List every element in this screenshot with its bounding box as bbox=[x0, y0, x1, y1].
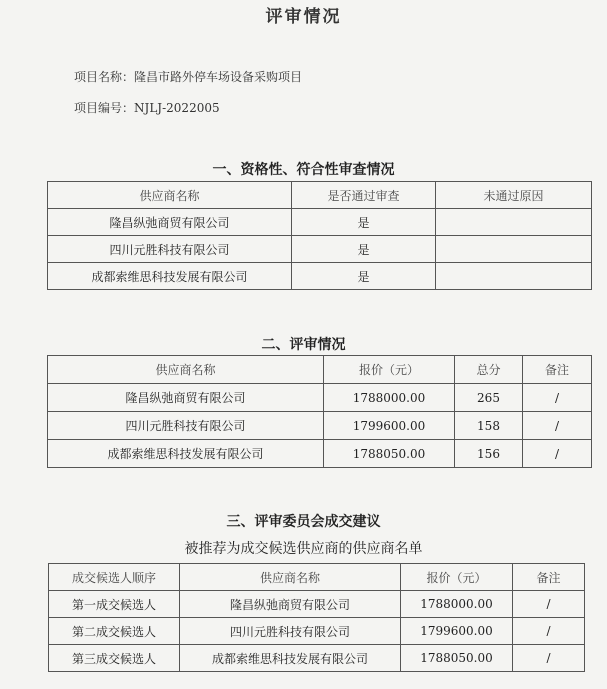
passed-cell: 是 bbox=[292, 263, 436, 290]
remark-cell: / bbox=[523, 412, 592, 440]
table-row bbox=[49, 591, 585, 618]
table-row bbox=[48, 209, 592, 236]
price-cell: 1799600.00 bbox=[401, 618, 513, 645]
remark-cell: / bbox=[513, 591, 585, 618]
supplier-name-cell: 四川元胜科技有限公司 bbox=[48, 412, 324, 440]
remark-cell: / bbox=[523, 384, 592, 412]
supplier-name-cell: 隆昌纵弛商贸有限公司 bbox=[180, 591, 401, 618]
project-code-line bbox=[74, 99, 220, 116]
supplier-name-cell: 四川元胜科技有限公司 bbox=[180, 618, 401, 645]
reason-cell bbox=[436, 209, 592, 236]
table-header-cell: 供应商名称 bbox=[48, 182, 292, 209]
score-cell: 156 bbox=[455, 440, 523, 468]
table-row bbox=[48, 384, 592, 412]
table-header-cell: 总分 bbox=[455, 356, 523, 384]
table-row bbox=[49, 618, 585, 645]
table-header-row bbox=[48, 356, 592, 384]
remark-cell: / bbox=[523, 440, 592, 468]
table-row bbox=[49, 645, 585, 672]
section2-title: 二、评审情况 bbox=[261, 337, 346, 353]
evaluation-table bbox=[47, 355, 592, 468]
table-row bbox=[48, 236, 592, 263]
reason-cell bbox=[436, 263, 592, 290]
score-cell: 265 bbox=[455, 384, 523, 412]
candidate-rank-cell: 第三成交候选人 bbox=[49, 645, 180, 672]
passed-cell: 是 bbox=[292, 236, 436, 263]
table-row bbox=[48, 412, 592, 440]
price-cell: 1788050.00 bbox=[324, 440, 455, 468]
supplier-name-cell: 成都索维思科技发展有限公司 bbox=[48, 263, 292, 290]
supplier-name-cell: 隆昌纵弛商贸有限公司 bbox=[48, 209, 292, 236]
project-name-label: 项目名称： bbox=[74, 70, 135, 84]
table-row bbox=[48, 263, 592, 290]
table-header-cell: 报价（元） bbox=[324, 356, 455, 384]
supplier-name-cell: 成都索维思科技发展有限公司 bbox=[48, 440, 324, 468]
project-code-label: 项目编号： bbox=[74, 101, 135, 115]
qualification-review-table bbox=[47, 181, 592, 290]
table-row bbox=[48, 440, 592, 468]
section1-title: 一、资格性、符合性审查情况 bbox=[212, 162, 395, 178]
project-name: 隆昌市路外停车场设备采购项目 bbox=[134, 70, 303, 84]
page-title: 评审情况 bbox=[265, 7, 342, 27]
reason-cell bbox=[436, 236, 592, 263]
supplier-name-cell: 成都索维思科技发展有限公司 bbox=[180, 645, 401, 672]
project-name-line bbox=[74, 68, 302, 85]
table-header-row bbox=[48, 182, 592, 209]
table-header-cell: 备注 bbox=[513, 564, 585, 591]
candidate-rank-cell: 第二成交候选人 bbox=[49, 618, 180, 645]
recommendation-table bbox=[48, 563, 585, 672]
section3-subtitle: 被推荐为成交候选供应商的供应商名单 bbox=[184, 541, 423, 557]
section3-title: 三、评审委员会成交建议 bbox=[226, 514, 381, 530]
candidate-rank-cell: 第一成交候选人 bbox=[49, 591, 180, 618]
table-header-cell: 成交候选人顺序 bbox=[49, 564, 180, 591]
price-cell: 1788000.00 bbox=[324, 384, 455, 412]
table-header-cell: 备注 bbox=[523, 356, 592, 384]
price-cell: 1788000.00 bbox=[401, 591, 513, 618]
table-header-cell: 报价（元） bbox=[401, 564, 513, 591]
supplier-name-cell: 隆昌纵弛商贸有限公司 bbox=[48, 384, 324, 412]
table-header-cell: 供应商名称 bbox=[48, 356, 324, 384]
price-cell: 1788050.00 bbox=[401, 645, 513, 672]
passed-cell: 是 bbox=[292, 209, 436, 236]
remark-cell: / bbox=[513, 645, 585, 672]
table-header-cell: 是否通过审查 bbox=[292, 182, 436, 209]
score-cell: 158 bbox=[455, 412, 523, 440]
table-header-cell: 未通过原因 bbox=[436, 182, 592, 209]
price-cell: 1799600.00 bbox=[324, 412, 455, 440]
project-code: NJLJ-2022005 bbox=[134, 101, 220, 115]
supplier-name-cell: 四川元胜科技有限公司 bbox=[48, 236, 292, 263]
remark-cell: / bbox=[513, 618, 585, 645]
table-header-cell: 供应商名称 bbox=[180, 564, 401, 591]
table-header-row bbox=[49, 564, 585, 591]
